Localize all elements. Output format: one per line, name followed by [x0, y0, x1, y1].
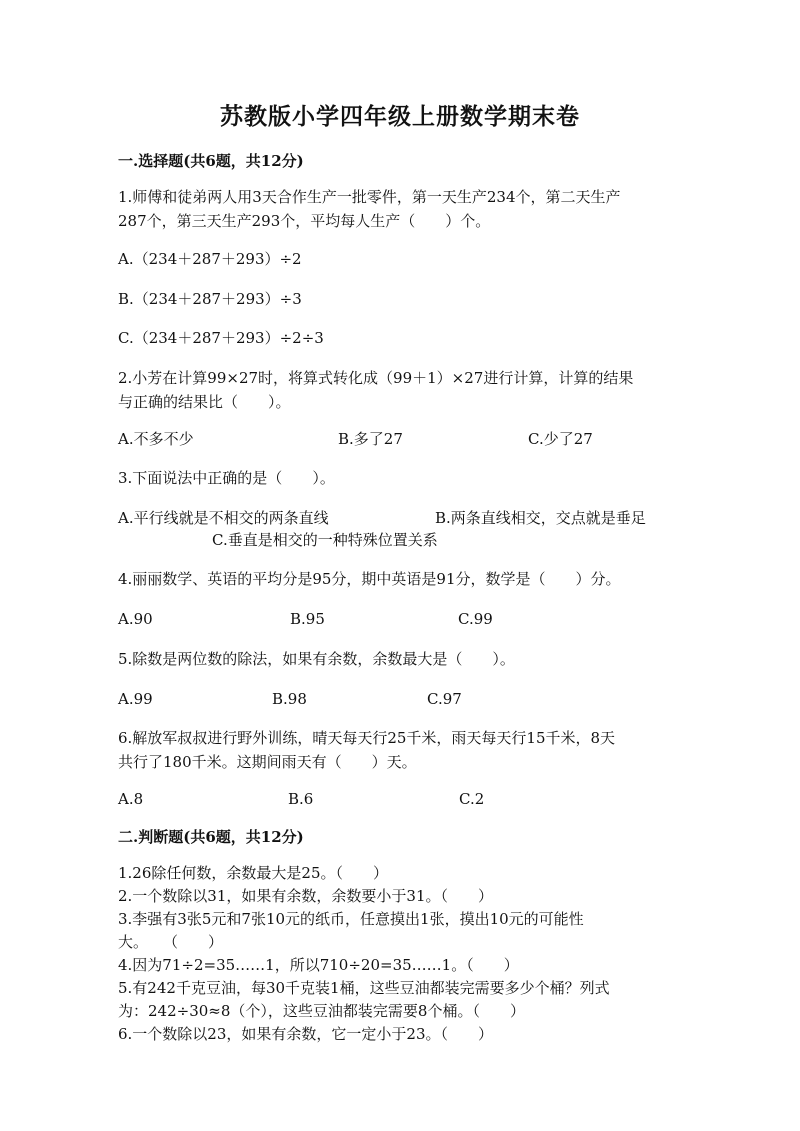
- question-5-line-1: 5.除数是两位数的除法，如果有余数，余数最大是（ ）。: [118, 650, 515, 668]
- question-2-line-1: 2.小芳在计算99×27时，将算式转化成（99＋1）×27进行计算，计算的结果: [118, 369, 634, 387]
- question-4-line-1: 4.丽丽数学、英语的平均分是95分，期中英语是91分，数学是（ ）分。: [118, 570, 621, 588]
- judgement-line-2: 2.一个数除以31，如果有余数，余数要小于31。（ ）: [118, 887, 493, 905]
- page-title: 苏教版小学四年级上册数学期末卷: [220, 103, 580, 130]
- judgement-line-1: 1.26除任何数，余数最大是25。（ ）: [118, 864, 388, 882]
- judgement-line-6: 5.有242千克豆油，每30千克装1桶，这些豆油都装完需要多少个桶？列式: [118, 979, 610, 997]
- question-4-option-a: A.90: [118, 610, 153, 628]
- question-2-option-c: C.少了27: [528, 430, 593, 448]
- question-2-option-b: B.多了27: [338, 430, 403, 448]
- question-3-option-a: A.平行线就是不相交的两条直线: [118, 509, 329, 527]
- question-5-option-c: C.97: [427, 690, 462, 708]
- judgement-line-8: 6.一个数除以23，如果有余数，它一定小于23。（ ）: [118, 1025, 493, 1043]
- judgement-line-5: 4.因为71÷2=35……1，所以710÷20=35……1。（ ）: [118, 956, 519, 974]
- section-heading-judgement: 二.判断题(共6题，共12分): [118, 828, 304, 846]
- question-4-option-c: C.99: [458, 610, 493, 628]
- question-3-line-1: 3.下面说法中正确的是（ ）。: [118, 469, 335, 487]
- question-4-option-b: B.95: [290, 610, 325, 628]
- judgement-line-4: 大。 （ ）: [118, 933, 224, 951]
- question-1-option-b: B.（234＋287＋293）÷3: [118, 290, 302, 308]
- question-1-line-1: 1.师傅和徒弟两人用3天合作生产一批零件，第一天生产234个，第二天生产: [118, 188, 621, 206]
- question-6-line-2: 共行了180千米。这期间雨天有（ ）天。: [118, 753, 417, 771]
- section-heading-choice: 一.选择题(共6题，共12分): [118, 152, 304, 170]
- question-2-line-2: 与正确的结果比（ ）。: [118, 393, 291, 411]
- judgement-line-7: 为：242÷30≈8（个），这些豆油都装完需要8个桶。（ ）: [118, 1002, 525, 1020]
- judgement-line-3: 3.李强有3张5元和7张10元的纸币，任意摸出1张，摸出10元的可能性: [118, 910, 584, 928]
- question-5-option-b: B.98: [272, 690, 307, 708]
- question-5-option-a: A.99: [118, 690, 153, 708]
- question-6-option-a: A.8: [118, 790, 144, 808]
- question-2-option-a: A.不多不少: [118, 430, 194, 448]
- question-3-option-b: B.两条直线相交，交点就是垂足: [435, 509, 646, 527]
- question-1-option-c: C.（234＋287＋293）÷2÷3: [118, 329, 324, 347]
- question-6-option-b: B.6: [288, 790, 314, 808]
- question-3-option-c: C.垂直是相交的一种特殊位置关系: [212, 531, 438, 549]
- question-1-line-2: 287个，第三天生产293个，平均每人生产（ ）个。: [118, 212, 491, 230]
- question-1-option-a: A.（234＋287＋293）÷2: [118, 250, 302, 268]
- question-6-option-c: C.2: [459, 790, 485, 808]
- question-6-line-1: 6.解放军叔叔进行野外训练，晴天每天行25千米，雨天每天行15千米，8天: [118, 729, 616, 747]
